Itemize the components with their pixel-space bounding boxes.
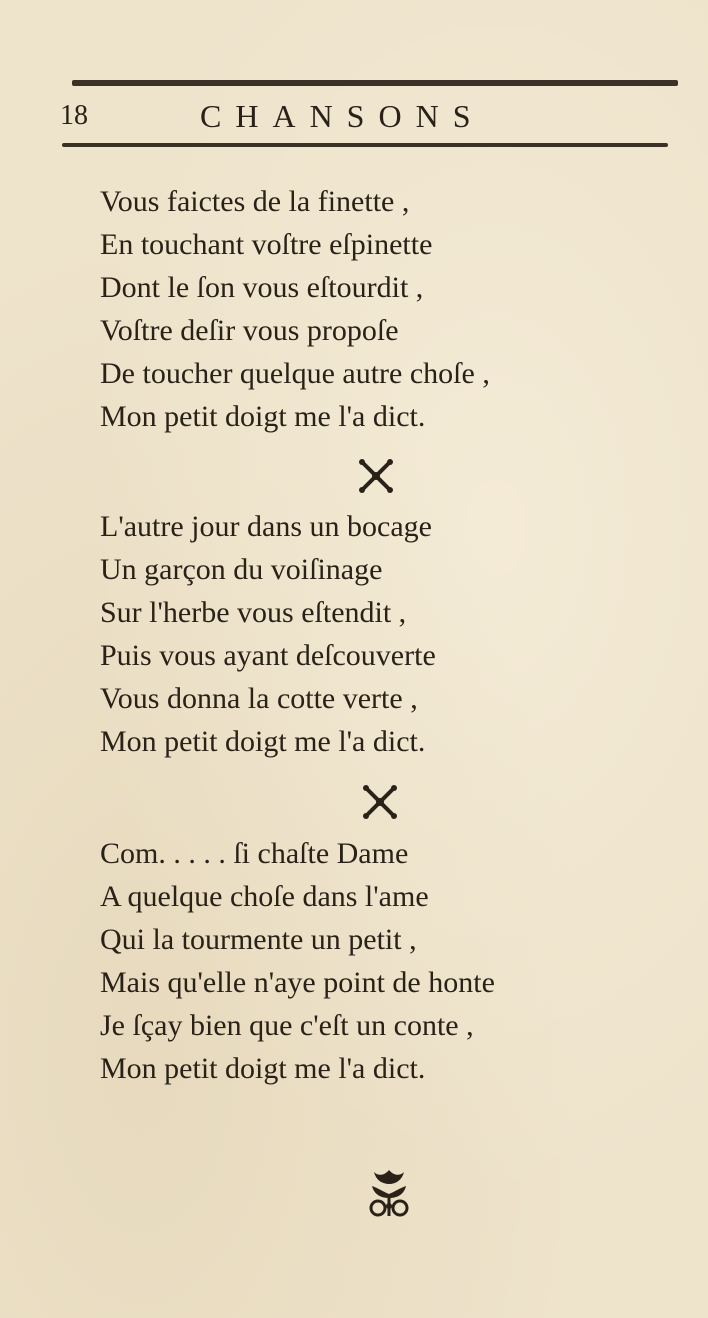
header-rule-top	[72, 80, 678, 86]
page-number: 18	[60, 100, 88, 131]
verse-line: Un garçon du voiſinage	[100, 553, 383, 586]
verse-line: Qui la tourmente un petit ,	[100, 923, 417, 956]
stanza-3	[100, 832, 660, 1090]
verse-line: Puis vous ayant deſcouverte	[100, 639, 436, 672]
header-rule-bottom	[62, 143, 668, 147]
cross-ornament-icon	[360, 782, 400, 822]
verse-line: Je ſçay bien que c'eſt un conte ,	[100, 1009, 474, 1042]
running-head: CHANSONS	[200, 98, 485, 134]
floral-tailpiece-icon	[364, 1166, 414, 1220]
verse-line: Com. . . . . ſi chaſte Dame	[100, 837, 409, 870]
verse-line: L'autre jour dans un bocage	[100, 510, 432, 543]
stanza-2	[100, 505, 660, 763]
verse-line: Mais qu'elle n'aye point de honte	[100, 966, 495, 999]
verse-line: Mon petit doigt me l'a dict.	[100, 725, 426, 758]
verse-line: Sur l'herbe vous eſtendit ,	[100, 596, 407, 629]
verse-line: Dont le ſon vous eſtourdit ,	[100, 271, 424, 304]
verse-line: Vous faictes de la finette ,	[100, 185, 410, 218]
verse-line: En touchant voſtre eſpinette	[100, 228, 433, 261]
verse-line: Mon petit doigt me l'a dict.	[100, 400, 426, 433]
verse-line: A quelque choſe dans l'ame	[100, 880, 429, 913]
stanza-1	[100, 180, 660, 438]
verse-line: Mon petit doigt me l'a dict.	[100, 1052, 426, 1085]
cross-ornament-icon	[356, 456, 396, 496]
verse-line: Vous donna la cotte verte ,	[100, 682, 418, 715]
verse-line: Voſtre deſir vous propoſe	[100, 314, 399, 347]
verse-line: De toucher quelque autre choſe ,	[100, 357, 490, 390]
